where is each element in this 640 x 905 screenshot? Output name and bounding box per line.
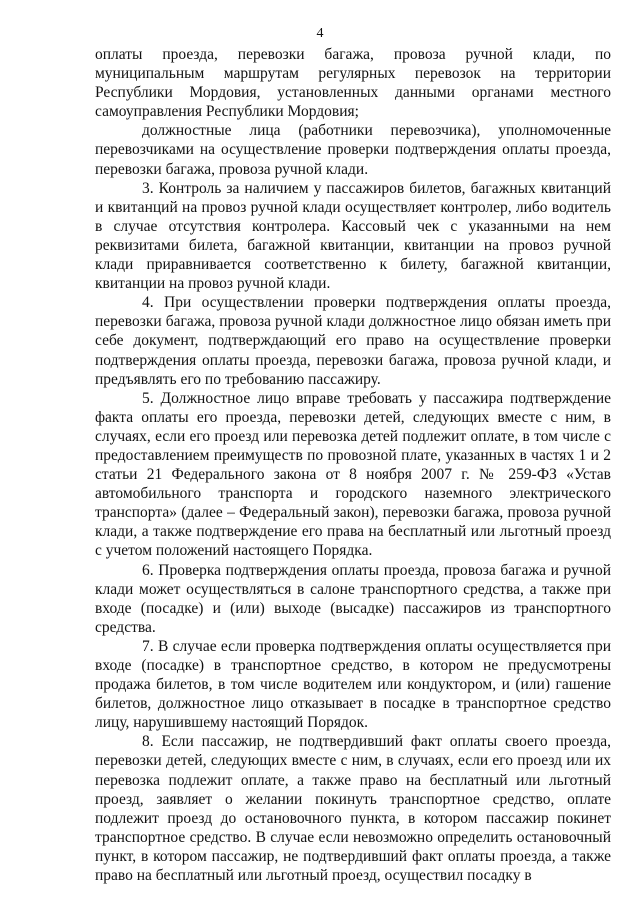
paragraph-item-4: 4. При осуществлении проверки подтверждения оплаты проезда, перевозки багажа, провоза ручной клади должностное лицо обязан иметь при себе документ, подтверждающий его право на осуществление проверки подтверждения оплаты проезда, перевозки багажа, провоза ручной клади, и предъявлять его по требованию пассажиру. (95, 294, 611, 388)
page-number: 4 (316, 26, 324, 41)
paragraph-item-6: 6. Проверка подтверждения оплаты проезда, провоза багажа и ручной клади может осуществляться в салоне транспортного средства, а также при входе (посадке) и (или) выходе (высадке) пассажиров из транспортного средства. (95, 561, 611, 636)
paragraph-officials: должностные лица (работники перевозчика), уполномоченные перевозчиками на осуществление проверки подтверждения оплаты проезда, перевозки багажа, провоза ручной клади. (95, 122, 611, 178)
paragraph-item-5: 5. Должностное лицо вправе требовать у пассажира подтверждение факта оплаты его проезда, перевозки детей, следующих вместе с ним, в случаях, если его проезд или перевозка детей подлежит оплате, в том числе с предоставлением преимуществ по провозной плате, указанных в частях 1 и 2 статьи 21 Федерального закона от 8 ноября 2007 г. № 259-ФЗ «Устав автомобильного транспорта и городского наземного электрического транспорта» (далее – Федеральный закон), перевозки багажа, провоза ручной клади, а также подтверждение его права на бесплатный или льготный проезд с учетом положений настоящего Порядка. (95, 389, 611, 560)
paragraph-item-8: 8. Если пассажир, не подтвердивший факт оплаты своего проезда, перевозки детей, следующих вместе с ним, в случаях, если его проезд или их перевозка подлежит оплате, а также право на бесплатный или льготный проезд, заявляет о желании покинуть транспортное средство, оплате подлежит проезд до остановочного пункта, в котором пассажир покинет транспортное средство. В случае если невозможно определить остановочный пункт, в котором пассажир, не подтвердивший факт оплаты проезда, а также право на бесплатный или льготный проезд, осуществил посадку в (95, 733, 611, 885)
paragraph-item-7: 7. В случае если проверка подтверждения оплаты осуществляется при входе (посадке) в транспортное средство, в котором не предусмотрены продажа билетов, в том числе водителем или кондуктором, и (или) гашение билетов, должностное лицо отказывает в посадке в транспортное средство лицу, нарушившему настоящий Порядок. (95, 637, 611, 732)
paragraph-item-3: 3. Контроль за наличием у пассажиров билетов, багажных квитанций и квитанций на провоз ручной клади осуществляет контролер, либо водитель в случае отсутствия контролера. Кассовый чек с указанными на нем реквизитами билета, багажной квитанции, квитанции на провоз ручной клади приравнивается соответственно к билету, багажной квитанции, квитанции на провоз ручной клади. (95, 179, 611, 293)
paragraph-continuation: оплаты проезда, перевозки багажа, провоза ручной клади, по муниципальным маршрутам регулярных перевозок на территории Республики Мордовия, установленных данными органами местного самоуправления Республики Мордовия; (95, 46, 611, 121)
document-body (95, 45, 611, 885)
